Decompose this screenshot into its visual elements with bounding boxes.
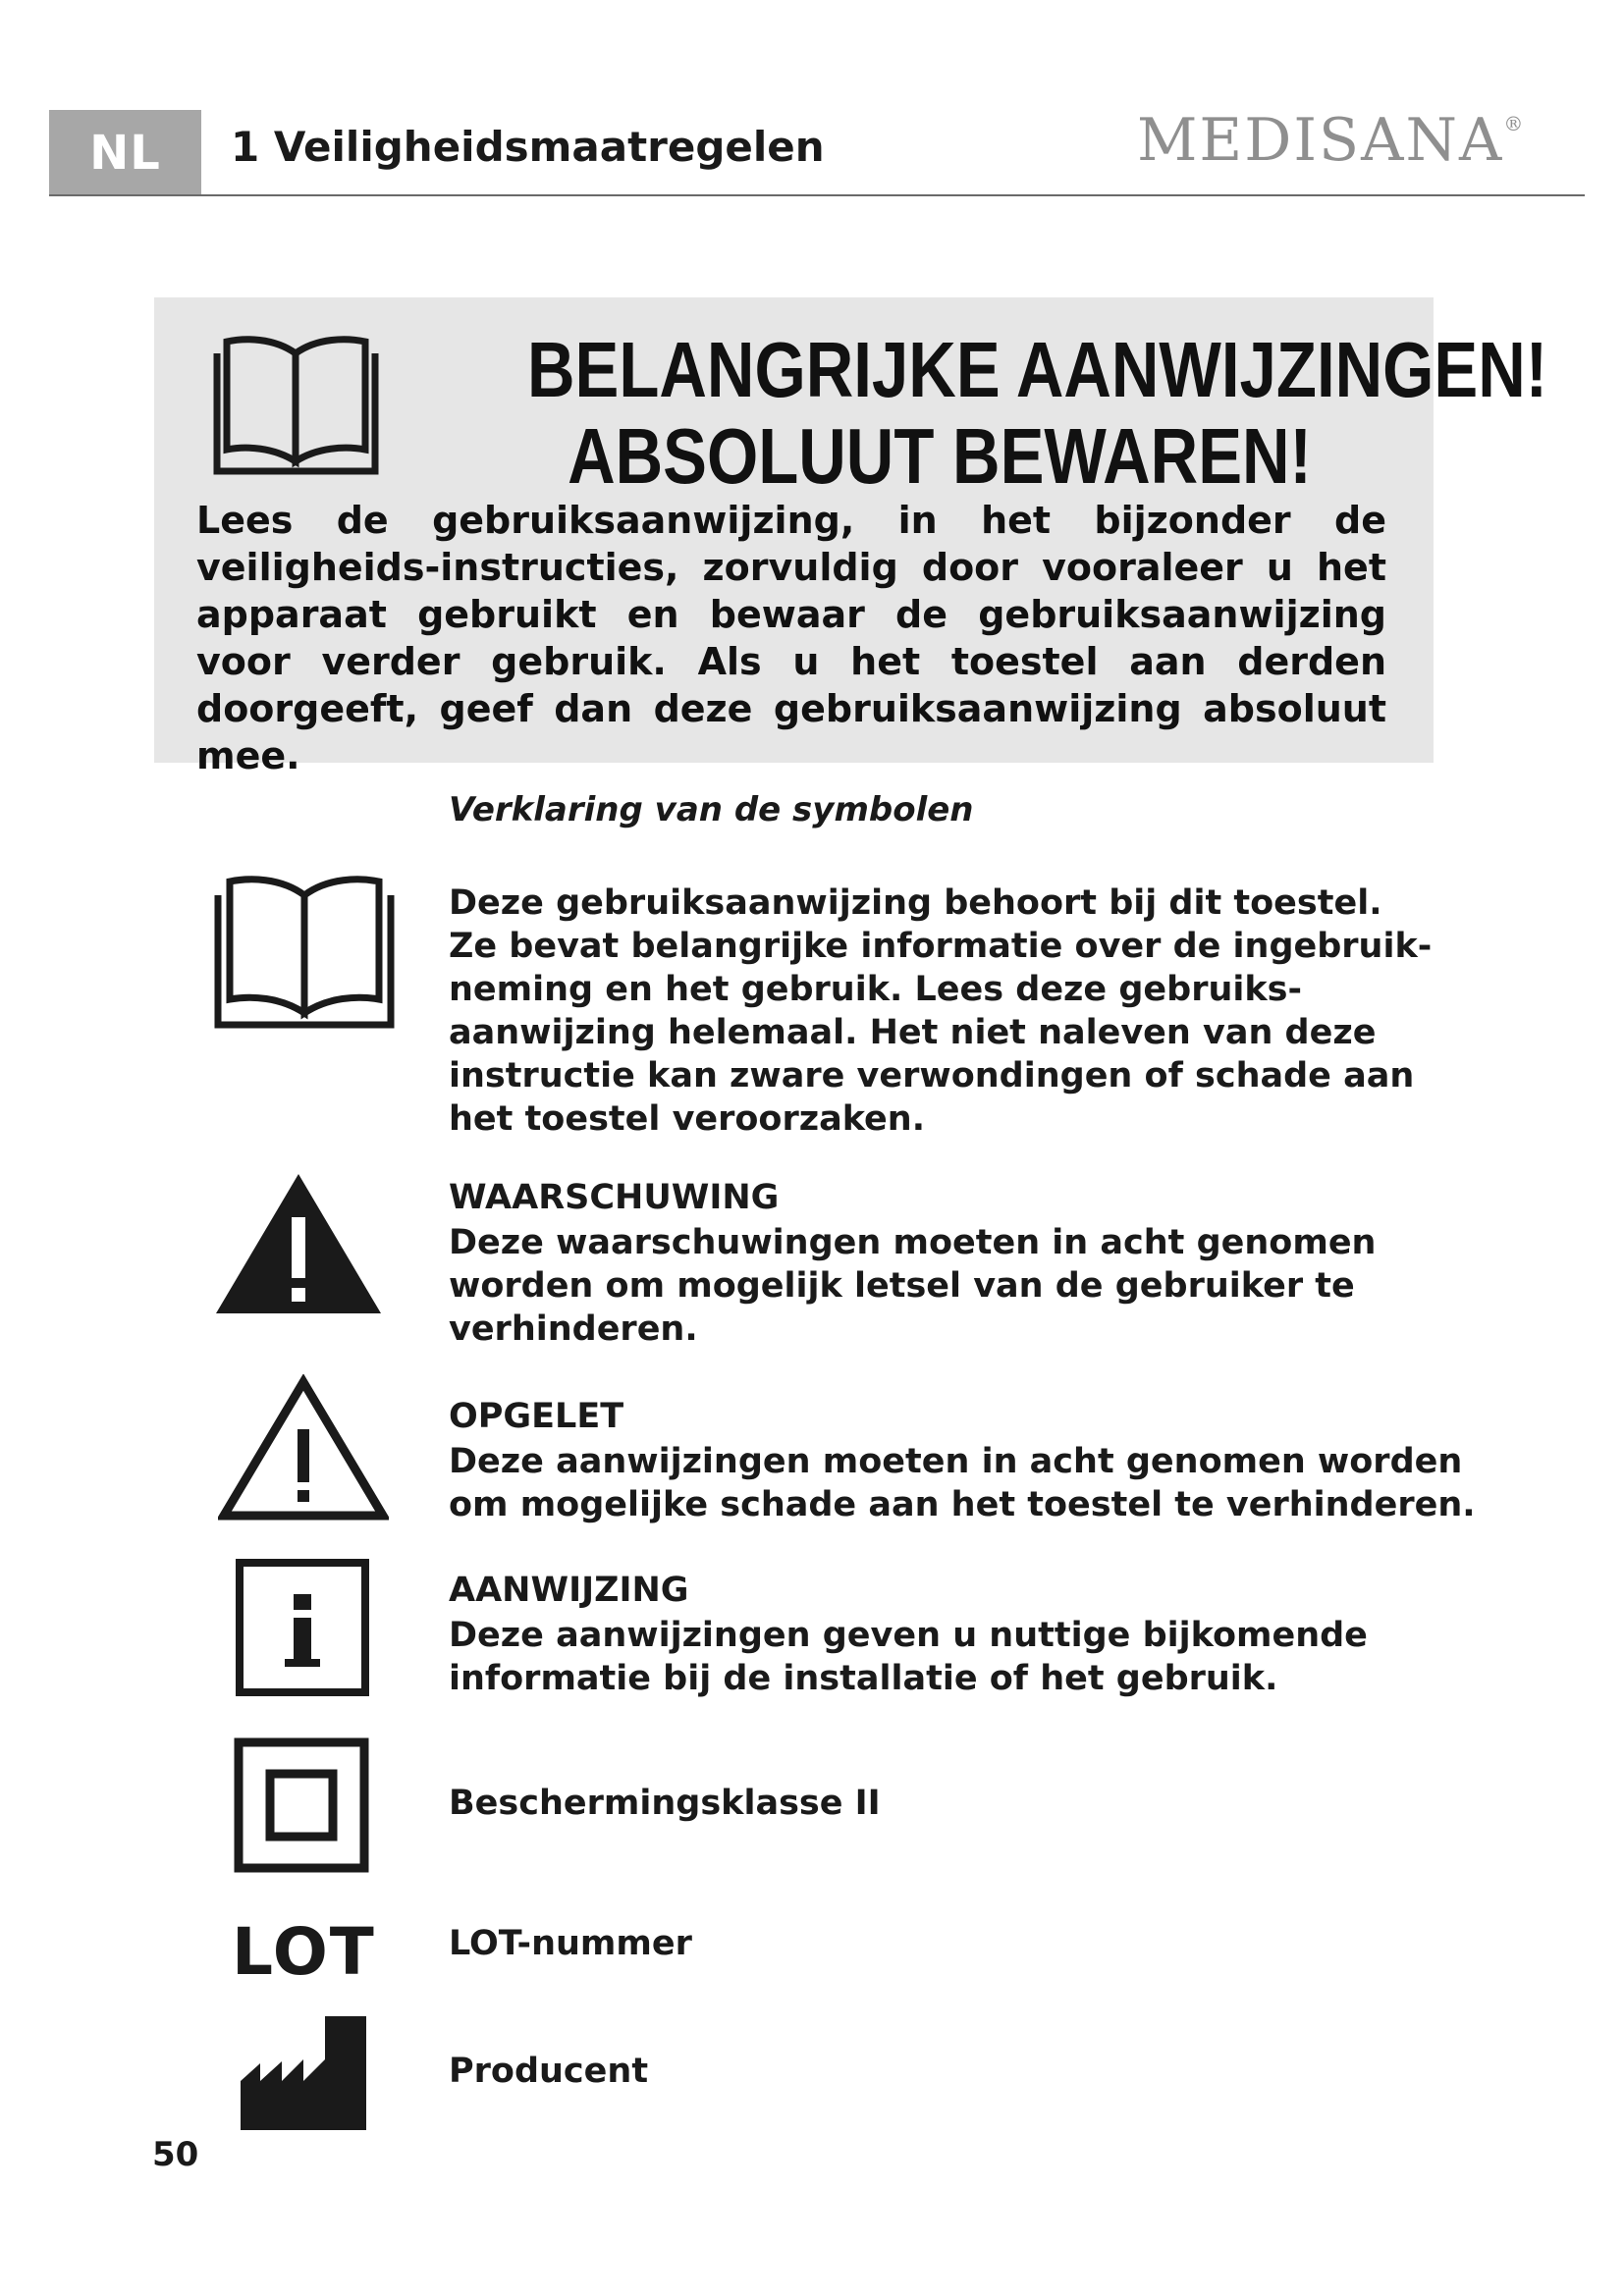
warning-filled-icon bbox=[214, 1170, 383, 1317]
chapter-title: 1 Veiligheidsmaatregelen bbox=[231, 123, 825, 171]
protection-label: Beschermingsklasse II bbox=[449, 1784, 881, 1823]
notice-heading bbox=[527, 326, 1548, 500]
brand-name: MEDISANA bbox=[1137, 106, 1504, 175]
important-notice-box bbox=[154, 297, 1548, 777]
warning-line-3: verhinderen. bbox=[449, 1309, 698, 1349]
lot-icon: LOT bbox=[232, 1914, 376, 1990]
manufacturer-label: Producent bbox=[449, 2052, 649, 2091]
caution-title: OPGELET bbox=[449, 1397, 624, 1436]
note-title: AANWIJZING bbox=[449, 1571, 689, 1610]
factory-icon bbox=[239, 2012, 368, 2132]
warning-description bbox=[449, 1176, 1376, 1351]
caution-description bbox=[449, 1395, 1476, 1526]
manual-line-4: aanwijzing helemaal. Het niet naleven van deze bbox=[449, 1013, 1377, 1052]
caution-outline-icon bbox=[218, 1374, 389, 1523]
manual-description bbox=[449, 881, 1432, 1141]
registered-mark: ® bbox=[1503, 112, 1526, 135]
manual-line-2: Ze bevat belangrijke informatie over de ingebruik- bbox=[449, 927, 1433, 966]
manual-line-5: instructie kan zware verwondingen of schade aan bbox=[449, 1056, 1415, 1095]
notice-heading-line1: BELANGRIJKE AANWIJZINGEN! bbox=[527, 326, 1548, 413]
lot-label: LOT-nummer bbox=[449, 1924, 692, 1963]
warning-title: WAARSCHUWING bbox=[449, 1178, 780, 1217]
page-number: 50 bbox=[152, 2135, 199, 2174]
caution-line-1: Deze aanwijzingen moeten in acht genomen worden bbox=[449, 1442, 1463, 1481]
caution-line-2: om mogelijke schade aan het toestel te verhinderen. bbox=[449, 1485, 1476, 1524]
info-icon bbox=[236, 1559, 369, 1696]
manual-line-6: het toestel veroorzaken. bbox=[449, 1099, 926, 1139]
manual-line-1: Deze gebruiksaanwijzing behoort bij dit toestel. bbox=[449, 883, 1382, 923]
book-icon bbox=[205, 332, 387, 479]
note-description bbox=[449, 1569, 1368, 1700]
notice-text: Lees de gebruiksaanwijzing, in het bijzonder de veiligheids-instructies, zorvuldig door vooraleer u het apparaat gebruikt en bewaar de gebruiksaanwijzing voor verder gebruik. Als u het toestel aan derden doorgeeft, geef dan deze gebruiksaanwijzing absoluut mee. bbox=[196, 499, 1386, 777]
symbols-caption: Verklaring van de symbolen bbox=[449, 790, 974, 829]
note-line-1: Deze aanwijzingen geven u nuttige bijkomende bbox=[449, 1616, 1368, 1655]
notice-heading-line2: ABSOLUUT BEWAREN! bbox=[568, 412, 1312, 500]
language-tab: NL bbox=[49, 110, 201, 196]
book-icon bbox=[206, 872, 403, 1034]
note-line-2: informatie bij de installatie of het gebruik. bbox=[449, 1659, 1278, 1698]
manual-line-3: neming en het gebruik. Lees deze gebruiks- bbox=[449, 970, 1303, 1009]
warning-line-2: worden om mogelijk letsel van de gebruiker te bbox=[449, 1266, 1355, 1306]
protection-class-ii-icon bbox=[234, 1737, 369, 1873]
header-divider bbox=[49, 194, 1585, 196]
brand-logo bbox=[1137, 106, 1525, 175]
warning-line-1: Deze waarschuwingen moeten in acht genomen bbox=[449, 1223, 1377, 1262]
